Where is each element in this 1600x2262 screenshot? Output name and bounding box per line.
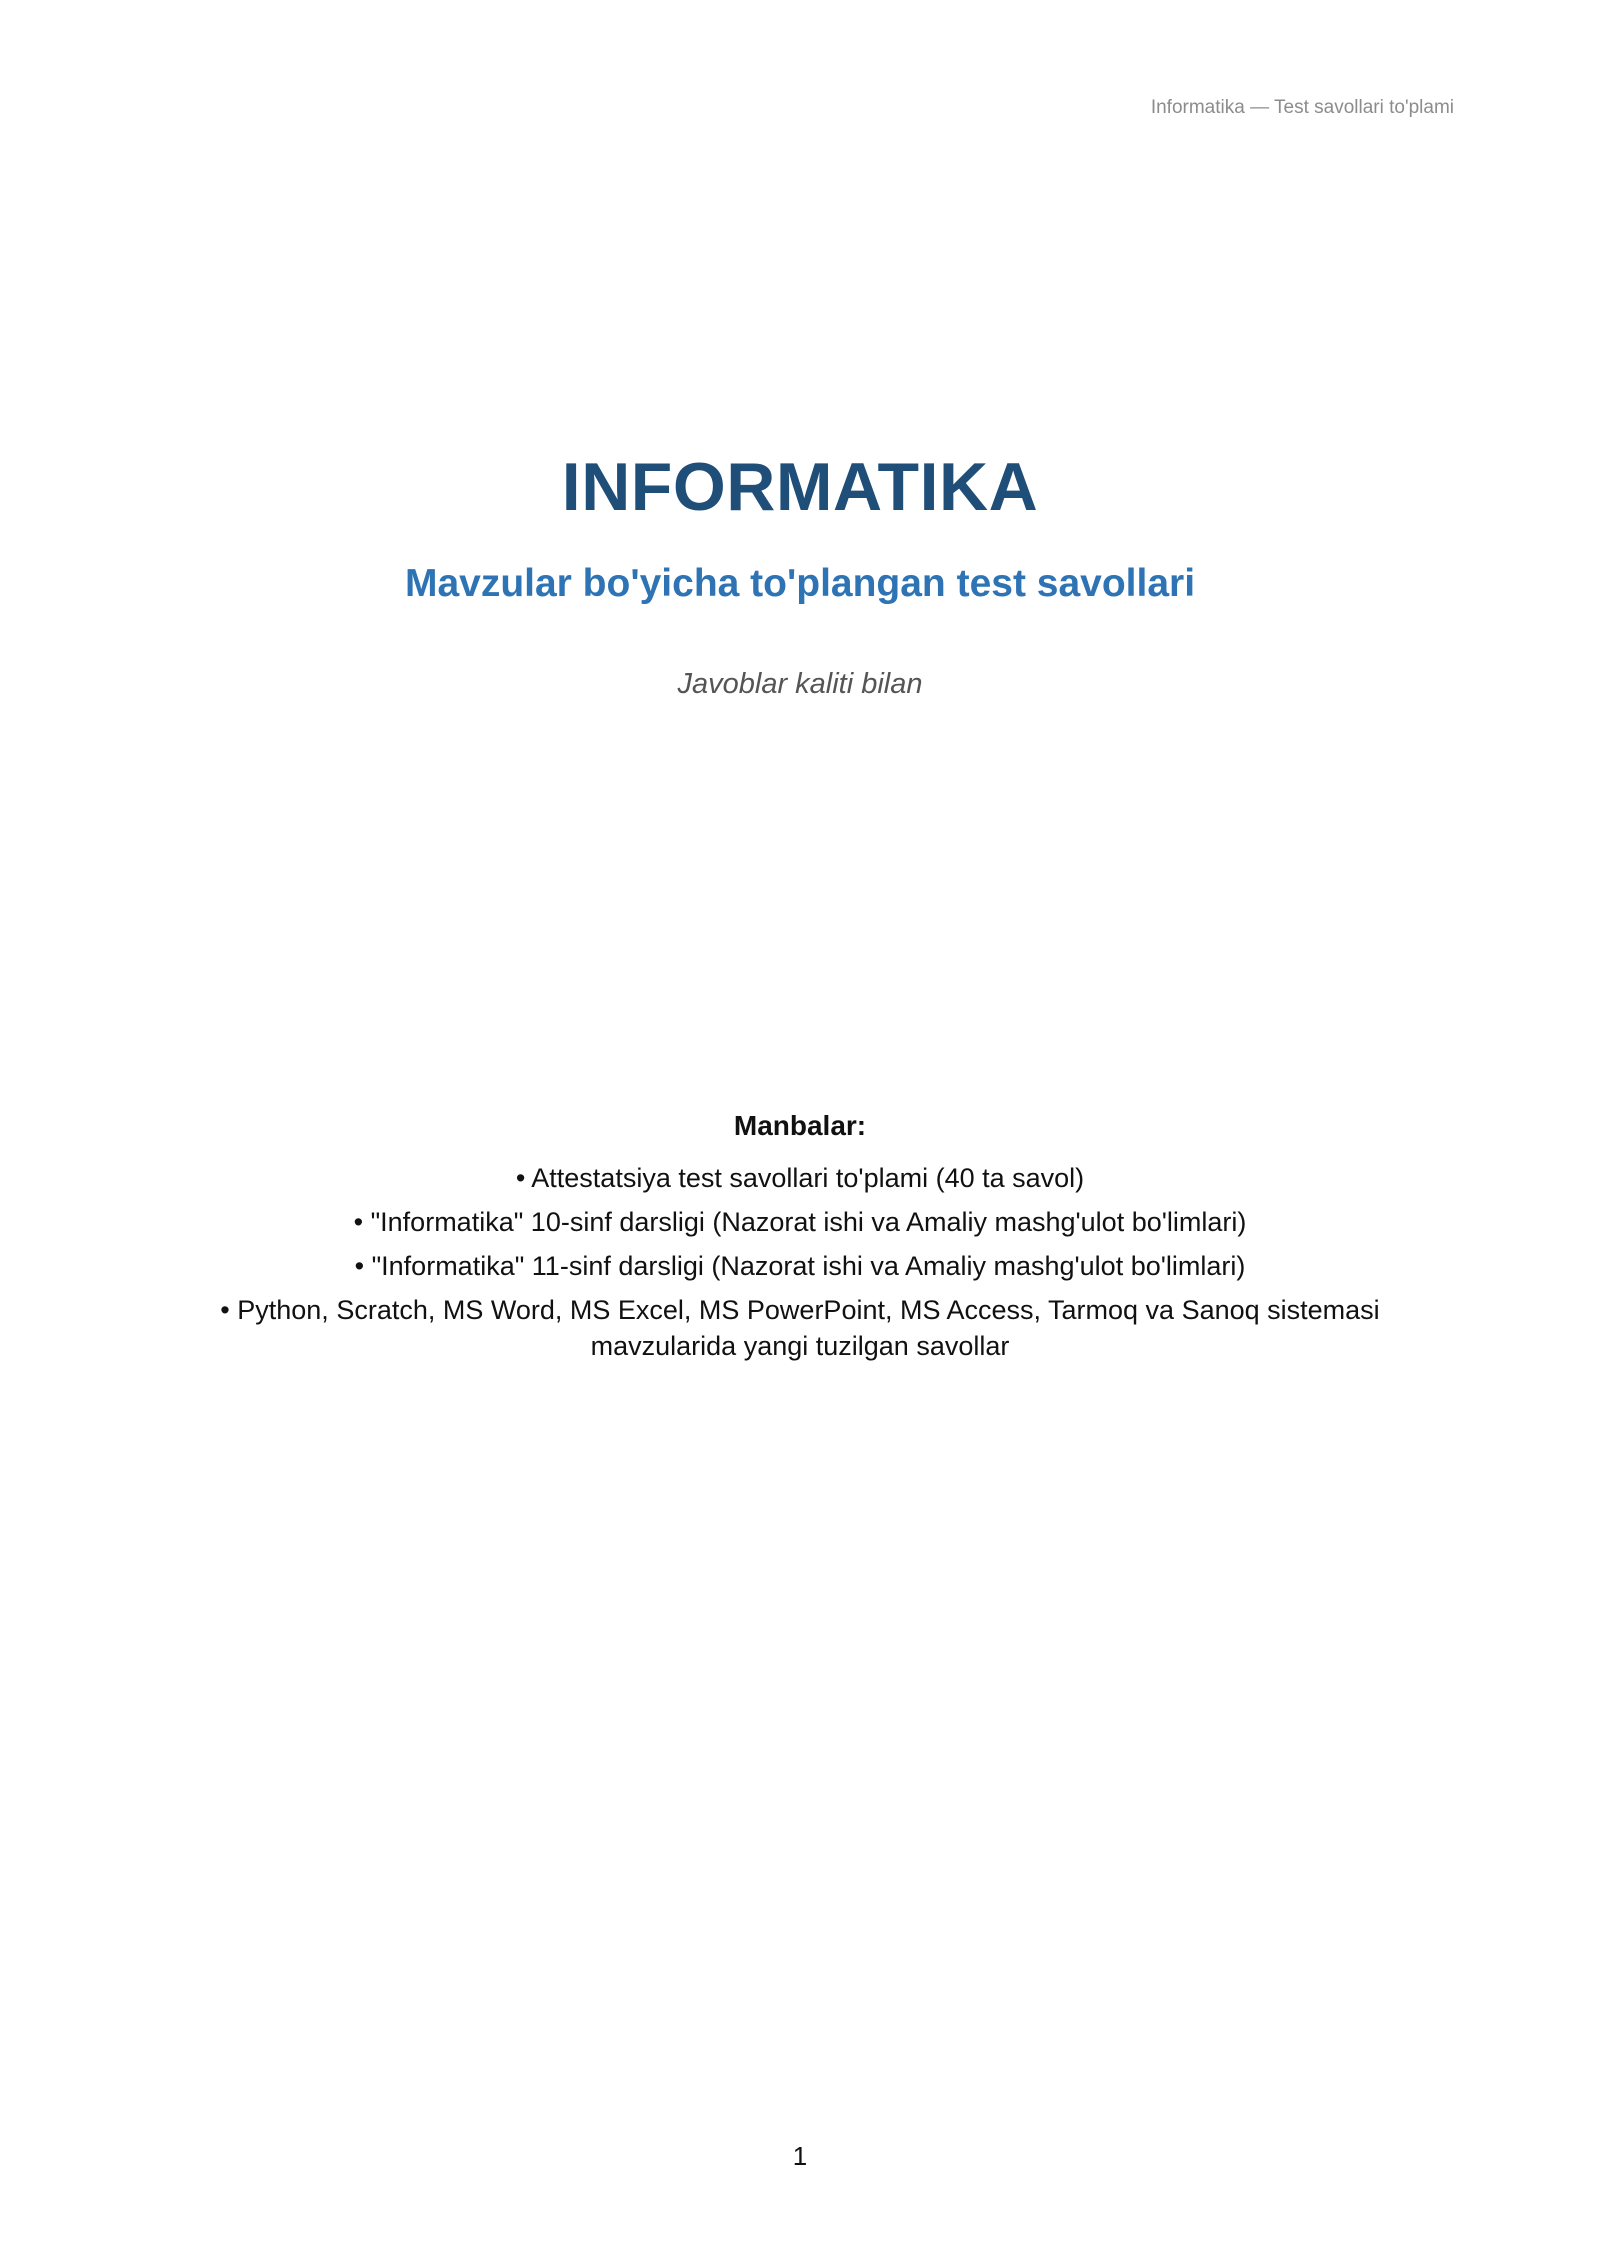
source-item: • "Informatika" 10-sinf darsligi (Nazorat ishi va Amaliy mashg'ulot bo'limlari) — [353, 1207, 1247, 1237]
source-item: • Python, Scratch, MS Word, MS Excel, MS PowerPoint, MS Access, Tarmoq va Sanoq sistemasi mavzularida yangi tuzilgan savollar — [220, 1295, 1380, 1361]
page-number: 1 — [792, 2141, 808, 2171]
source-item: • "Informatika" 11-sinf darsligi (Nazorat ishi va Amaliy mashg'ulot bo'limlari) — [354, 1251, 1246, 1281]
sources-heading: Manbalar: — [733, 1110, 867, 1141]
document-tagline: Javoblar kaliti bilan — [677, 668, 923, 700]
sources-section — [150, 1110, 1450, 1372]
sources-list — [150, 1160, 1450, 1364]
source-item: • Attestatsiya test savollari to'plami (40 ta savol) — [515, 1163, 1085, 1193]
document-title: INFORMATIKA — [561, 449, 1039, 525]
document-subtitle: Mavzular bo'yicha to'plangan test savollari — [404, 562, 1196, 605]
running-header: Informatika — Test savollari to'plami — [1150, 97, 1454, 118]
